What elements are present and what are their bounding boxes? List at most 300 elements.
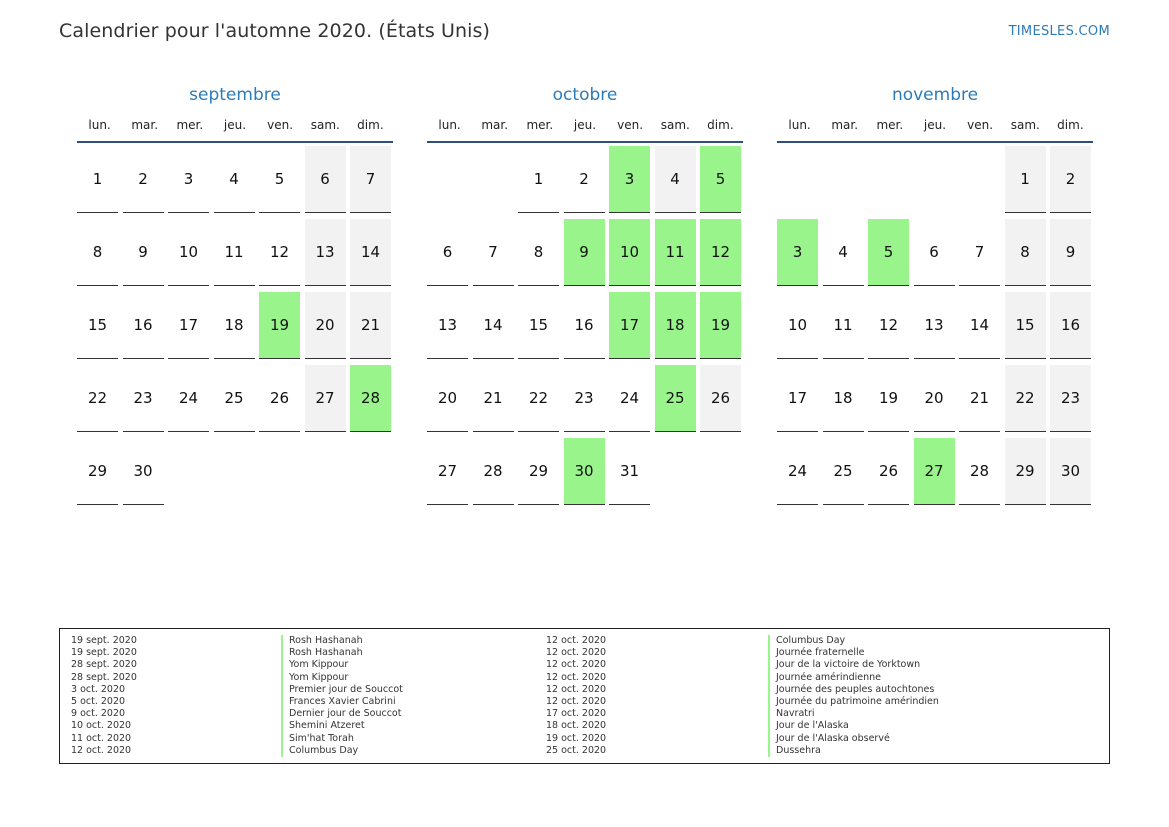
legend-holiday-name: Journée amérindienne <box>768 672 939 684</box>
day-cell <box>609 365 650 432</box>
day-underline <box>77 285 118 286</box>
legend-right-dates <box>546 635 606 757</box>
weekday-label: dim. <box>1057 118 1084 132</box>
day-cell <box>214 219 255 286</box>
day-underline <box>473 431 514 432</box>
day-number: 5 <box>274 170 285 188</box>
weekday-label: dim. <box>707 118 734 132</box>
day-underline <box>868 431 909 432</box>
day-underline <box>777 504 818 505</box>
day-underline <box>959 358 1000 359</box>
day-cell <box>1005 438 1046 505</box>
day-cell <box>823 219 864 286</box>
legend-date: 12 oct. 2020 <box>546 647 607 659</box>
day-cell <box>473 219 514 286</box>
weekday-header <box>77 115 393 135</box>
day-cell <box>823 438 864 505</box>
day-number: 17 <box>178 316 199 334</box>
day-underline <box>123 431 164 432</box>
day-cell <box>700 146 741 213</box>
day-underline <box>77 358 118 359</box>
day-number: 1 <box>1020 170 1030 188</box>
day-underline <box>823 358 864 359</box>
day-number: 20 <box>437 389 458 407</box>
day-cell <box>700 292 741 359</box>
header-divider <box>427 141 743 143</box>
day-cell <box>609 292 650 359</box>
day-cell <box>777 219 818 286</box>
day-underline <box>518 431 559 432</box>
legend-holiday-name: Rosh Hashanah <box>281 647 403 659</box>
day-underline <box>77 431 118 432</box>
day-number: 25 <box>833 462 853 480</box>
day-number: 12 <box>269 243 290 261</box>
day-underline <box>350 212 391 213</box>
legend-holiday-name: Sim'hat Torah <box>281 733 403 745</box>
legend-holiday-name: Yom Kippour <box>281 659 403 671</box>
weekday-header <box>777 115 1093 135</box>
day-cell <box>427 219 468 286</box>
day-cell <box>77 219 118 286</box>
day-cell <box>259 146 300 213</box>
day-underline <box>305 358 346 359</box>
day-number: 8 <box>533 243 544 261</box>
day-cell <box>350 365 391 432</box>
day-underline <box>259 212 300 213</box>
month-novembre <box>777 84 1093 480</box>
legend-date: 12 oct. 2020 <box>546 635 607 646</box>
day-cell <box>1005 292 1046 359</box>
day-number: 18 <box>224 316 244 334</box>
day-number: 4 <box>670 170 680 188</box>
weekday-label: mar. <box>831 118 859 132</box>
day-number: 23 <box>574 389 594 407</box>
day-underline <box>914 358 955 359</box>
day-number: 4 <box>229 170 239 188</box>
day-underline <box>350 285 391 286</box>
day-number: 20 <box>315 316 335 334</box>
day-number: 29 <box>87 462 108 480</box>
legend-holiday-name: Journée fraternelle <box>768 647 939 659</box>
weekday-label: jeu. <box>923 118 947 132</box>
day-number: 14 <box>483 316 503 334</box>
day-cell <box>214 365 255 432</box>
legend-holiday-name: Jour de l'Alaska <box>768 720 939 732</box>
day-number: 14 <box>969 316 990 334</box>
day-underline <box>914 431 955 432</box>
day-cell <box>518 292 559 359</box>
day-underline <box>564 285 605 286</box>
day-number: 12 <box>710 243 731 261</box>
day-cell <box>518 146 559 213</box>
day-number: 30 <box>133 462 153 480</box>
month-title: octobre <box>552 85 618 105</box>
legend-holiday-name: Journée du patrimoine amérindien <box>768 696 939 708</box>
legend-date: 11 oct. 2020 <box>71 732 132 744</box>
day-cell <box>868 292 909 359</box>
day-underline <box>305 285 346 286</box>
day-underline <box>1050 504 1091 505</box>
day-cell <box>518 365 559 432</box>
day-cell <box>777 365 818 432</box>
legend-holiday-name: Columbus Day <box>768 635 939 647</box>
day-number: 2 <box>1065 170 1076 188</box>
day-number: 12 <box>878 316 899 334</box>
day-cell <box>914 219 955 286</box>
legend-date: 17 oct. 2020 <box>546 708 607 720</box>
day-cell <box>564 146 605 213</box>
day-number: 8 <box>92 243 103 261</box>
day-cell <box>700 219 741 286</box>
legend-date: 19 sept. 2020 <box>71 647 137 659</box>
day-number: 10 <box>787 316 808 334</box>
day-cell <box>700 365 741 432</box>
day-cell <box>77 292 118 359</box>
weekday-label: ven. <box>267 118 294 132</box>
day-underline <box>609 358 650 359</box>
weekday-label: jeu. <box>223 118 247 132</box>
day-number: 13 <box>924 316 944 334</box>
day-underline <box>473 285 514 286</box>
day-number: 19 <box>710 316 731 334</box>
brand-link[interactable]: TIMESLES.COM <box>1008 24 1110 39</box>
day-number: 15 <box>87 316 108 334</box>
legend-date: 12 oct. 2020 <box>546 659 607 671</box>
day-cell <box>350 146 391 213</box>
legend-holiday-name: Navratri <box>768 708 939 720</box>
day-cell <box>823 292 864 359</box>
day-number: 26 <box>269 389 290 407</box>
day-underline <box>564 358 605 359</box>
legend-left-dates <box>71 635 137 757</box>
day-number: 6 <box>442 243 453 261</box>
month-octobre <box>427 84 743 480</box>
day-cell <box>959 219 1000 286</box>
weekday-label: lun. <box>438 118 461 132</box>
day-underline <box>609 504 650 505</box>
day-underline <box>655 358 696 359</box>
day-number: 20 <box>924 389 944 407</box>
day-underline <box>868 358 909 359</box>
legend-holiday-name: Jour de l'Alaska observé <box>768 733 939 745</box>
day-cell <box>1050 292 1091 359</box>
day-underline <box>823 504 864 505</box>
day-cell <box>77 365 118 432</box>
day-cell <box>123 146 164 213</box>
holiday-legend <box>59 628 1110 764</box>
day-number: 16 <box>574 316 594 334</box>
day-underline <box>1005 431 1046 432</box>
day-cell <box>564 365 605 432</box>
day-underline <box>1050 431 1091 432</box>
day-cell <box>123 292 164 359</box>
day-cell <box>868 219 909 286</box>
day-cell <box>823 365 864 432</box>
day-underline <box>77 504 118 505</box>
day-underline <box>168 285 209 286</box>
day-cell <box>914 292 955 359</box>
day-underline <box>868 504 909 505</box>
day-cell <box>77 438 118 505</box>
day-number: 10 <box>178 243 199 261</box>
day-number: 15 <box>528 316 549 334</box>
weekday-label: sam. <box>1010 118 1040 132</box>
day-underline <box>655 212 696 213</box>
day-cell <box>305 146 346 213</box>
day-number: 22 <box>528 389 549 407</box>
day-number: 13 <box>437 316 458 334</box>
day-cell <box>564 219 605 286</box>
day-underline <box>427 358 468 359</box>
day-number: 4 <box>838 243 848 261</box>
day-cell <box>427 292 468 359</box>
day-cell <box>214 146 255 213</box>
day-number: 24 <box>787 462 808 480</box>
day-underline <box>123 212 164 213</box>
legend-date: 12 oct. 2020 <box>546 683 607 695</box>
legend-holiday-name: Yom Kippour <box>281 672 403 684</box>
day-underline <box>518 285 559 286</box>
day-underline <box>609 431 650 432</box>
day-cell <box>168 292 209 359</box>
day-number: 11 <box>833 316 853 334</box>
day-underline <box>123 504 164 505</box>
day-number: 26 <box>878 462 899 480</box>
day-underline <box>214 431 255 432</box>
day-number: 7 <box>488 243 498 261</box>
weekday-label: sam. <box>310 118 340 132</box>
legend-date: 28 sept. 2020 <box>71 671 137 683</box>
weekday-label: mer. <box>876 118 904 132</box>
day-cell <box>77 146 118 213</box>
day-cell <box>1050 438 1091 505</box>
day-cell <box>1005 219 1046 286</box>
day-cell <box>868 365 909 432</box>
day-cell <box>1050 365 1091 432</box>
day-underline <box>823 285 864 286</box>
header-divider <box>77 141 393 143</box>
day-underline <box>777 358 818 359</box>
day-cell <box>914 365 955 432</box>
day-underline <box>473 504 514 505</box>
day-underline <box>564 212 605 213</box>
day-cell <box>609 146 650 213</box>
day-underline <box>168 431 209 432</box>
day-underline <box>123 358 164 359</box>
day-number: 28 <box>483 462 503 480</box>
day-cell <box>259 292 300 359</box>
weekday-label: mar. <box>131 118 159 132</box>
day-number: 29 <box>528 462 549 480</box>
day-number: 6 <box>929 243 939 261</box>
legend-holiday-name: Dussehra <box>768 745 939 757</box>
day-number: 5 <box>715 170 726 188</box>
weekday-label: ven. <box>967 118 994 132</box>
legend-date: 12 oct. 2020 <box>71 744 132 756</box>
day-cell <box>259 365 300 432</box>
day-underline <box>473 358 514 359</box>
day-cell <box>655 219 696 286</box>
day-cell <box>655 365 696 432</box>
day-cell <box>350 219 391 286</box>
day-underline <box>959 504 1000 505</box>
day-underline <box>1050 285 1091 286</box>
day-cell <box>473 438 514 505</box>
day-cell <box>168 365 209 432</box>
day-underline <box>214 212 255 213</box>
day-cell <box>1050 146 1091 213</box>
day-underline <box>518 504 559 505</box>
day-underline <box>123 285 164 286</box>
day-underline <box>1005 212 1046 213</box>
day-cell <box>518 219 559 286</box>
day-number: 17 <box>619 316 640 334</box>
day-underline <box>259 358 300 359</box>
day-number: 28 <box>360 389 381 407</box>
day-number: 7 <box>365 170 376 188</box>
day-number: 16 <box>133 316 153 334</box>
legend-date: 25 oct. 2020 <box>546 744 607 756</box>
day-number: 27 <box>924 462 944 480</box>
day-number: 11 <box>224 243 244 261</box>
day-number: 15 <box>1015 316 1035 334</box>
day-underline <box>427 431 468 432</box>
day-cell <box>655 146 696 213</box>
day-number: 3 <box>183 170 194 188</box>
legend-date: 5 oct. 2020 <box>71 695 126 707</box>
weekday-header <box>427 115 743 135</box>
day-number: 25 <box>665 389 685 407</box>
day-cell <box>959 365 1000 432</box>
day-underline <box>959 285 1000 286</box>
day-number: 7 <box>974 243 985 261</box>
day-number: 9 <box>1065 243 1076 261</box>
day-cell <box>473 292 514 359</box>
day-underline <box>1050 212 1091 213</box>
day-number: 3 <box>792 243 803 261</box>
legend-date: 28 sept. 2020 <box>71 659 137 671</box>
day-underline <box>1050 358 1091 359</box>
legend-holiday-name: Rosh Hashanah <box>281 635 403 647</box>
legend-holiday-name: Dernier jour de Souccot <box>281 708 403 720</box>
day-cell <box>123 365 164 432</box>
day-number: 5 <box>883 243 894 261</box>
day-underline <box>914 285 955 286</box>
day-number: 24 <box>619 389 640 407</box>
day-underline <box>700 285 741 286</box>
day-cell <box>609 438 650 505</box>
day-underline <box>305 431 346 432</box>
day-number: 30 <box>1060 462 1081 480</box>
day-number: 16 <box>1060 316 1081 334</box>
day-number: 24 <box>178 389 199 407</box>
day-underline <box>259 285 300 286</box>
day-cell <box>350 292 391 359</box>
day-cell <box>777 292 818 359</box>
day-cell <box>427 365 468 432</box>
day-underline <box>1005 358 1046 359</box>
day-cell <box>214 292 255 359</box>
day-underline <box>564 431 605 432</box>
day-underline <box>518 212 559 213</box>
day-number: 10 <box>619 243 640 261</box>
day-number: 22 <box>87 389 108 407</box>
day-underline <box>914 504 955 505</box>
day-underline <box>868 285 909 286</box>
day-cell <box>123 438 164 505</box>
day-number: 18 <box>833 389 853 407</box>
legend-date: 12 oct. 2020 <box>546 695 607 707</box>
page-title: Calendrier pour l'automne 2020. (États Unis) <box>59 20 490 42</box>
day-underline <box>168 212 209 213</box>
day-cell <box>168 219 209 286</box>
day-underline <box>305 212 346 213</box>
header-divider <box>777 141 1093 143</box>
legend-date: 10 oct. 2020 <box>71 720 132 732</box>
legend-holiday-name: Premier jour de Souccot <box>281 684 403 696</box>
day-underline <box>700 431 741 432</box>
day-number: 23 <box>1060 389 1081 407</box>
weekday-label: dim. <box>357 118 384 132</box>
day-cell <box>1005 365 1046 432</box>
day-cell <box>914 438 955 505</box>
day-underline <box>777 285 818 286</box>
day-number: 30 <box>574 462 594 480</box>
weekday-label: mer. <box>176 118 204 132</box>
day-underline <box>350 431 391 432</box>
legend-date: 19 sept. 2020 <box>71 635 137 646</box>
day-cell <box>518 438 559 505</box>
day-cell <box>777 438 818 505</box>
day-cell <box>427 438 468 505</box>
day-underline <box>609 285 650 286</box>
day-cell <box>168 146 209 213</box>
day-number: 27 <box>437 462 458 480</box>
legend-left-names <box>281 635 403 757</box>
day-number: 21 <box>969 389 990 407</box>
month-title: novembre <box>891 85 979 105</box>
day-underline <box>564 504 605 505</box>
day-number: 1 <box>92 170 103 188</box>
day-cell <box>305 292 346 359</box>
legend-holiday-name: Journée des peuples autochtones <box>768 684 939 696</box>
day-cell <box>1005 146 1046 213</box>
day-underline <box>1005 504 1046 505</box>
legend-holiday-name: Jour de la victoire de Yorktown <box>768 659 939 671</box>
day-number: 19 <box>269 316 290 334</box>
day-number: 21 <box>483 389 503 407</box>
weekday-label: mar. <box>481 118 509 132</box>
day-underline <box>518 358 559 359</box>
day-number: 6 <box>320 170 330 188</box>
legend-date: 3 oct. 2020 <box>71 683 126 695</box>
day-number: 25 <box>224 389 244 407</box>
day-underline <box>655 285 696 286</box>
day-number: 23 <box>133 389 153 407</box>
day-cell <box>473 365 514 432</box>
day-underline <box>655 431 696 432</box>
day-cell <box>564 292 605 359</box>
day-underline <box>214 285 255 286</box>
day-number: 9 <box>579 243 589 261</box>
day-number: 3 <box>624 170 635 188</box>
day-cell <box>305 365 346 432</box>
day-number: 29 <box>1015 462 1035 480</box>
day-underline <box>350 358 391 359</box>
weekday-label: lun. <box>788 118 811 132</box>
month-septembre <box>77 84 393 480</box>
legend-holiday-name: Shemini Atzeret <box>281 720 403 732</box>
